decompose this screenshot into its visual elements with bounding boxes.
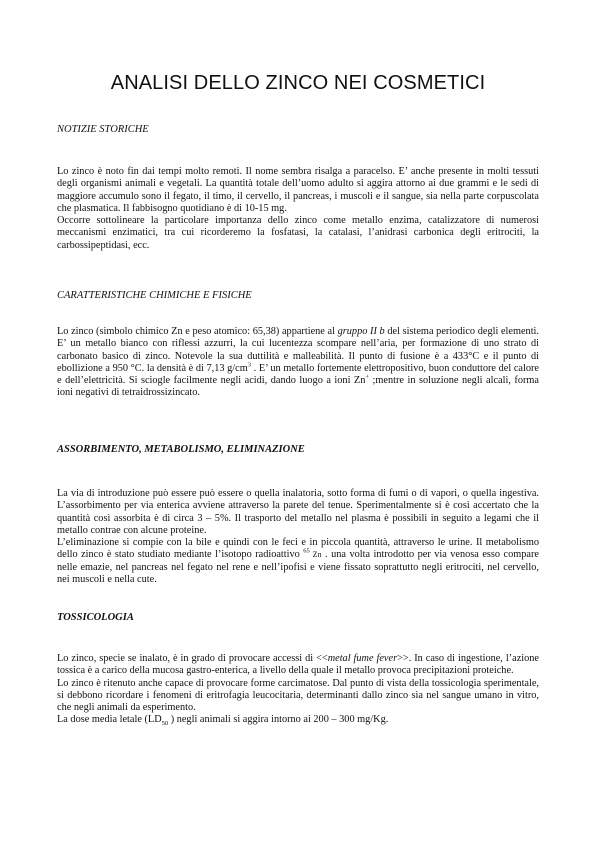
paragraph-tossicologia-1: Lo zinco, specie se inalato, è in grado di provocare accessi di <<metal fume fever>>. In caso di ingestione, l’azione tossica è a carico della mucosa gastro-enterica, a livello della quale il metallo provoca precipitazioni proteiche. Lo zinco è ritenuto anche capace di provocare forme carcimatose. Dal punto di vista della tossicologia sperimentale, si debbono ricordare i fenomeni di eritrofagia leucocitaria, determinanti dallo zinco sia nel sangue umano in vitro, che negli animali da esperimento. La dose media letale ($LD_{50}$ ) negli animali si aggira intorno ai 200 – 300 mg/Kg.	[57, 653, 539, 728]
gruppo-text: gruppo II b	[337, 326, 385, 337]
paragraph-caratteristiche: Lo zinco (simbolo chimico Zn e peso atomico: 65,38) appartiene al gruppo II b del sistema periodico degli elementi. E’ un metallo bianco con riflessi azzurri, la cui lucentezza scompare nell’aria, per formazione di uno strato di carbonato basico di zinco. Notevole la sua duttilità e malleabilità. Il punto di fusione è a 433°C e il punto di ebollizione a 950 °C. la densità è di 7,13 $g/cm^3$ . E’ un metallo fortemente elettropositivo, buon conduttore del calore e dell’elettricità. Si sciogle facilmente negli acidi, dando luogo a ioni Zn+ ;mentre in soluzione negli alcali, forma ioni negativi di tetraidrossizincato.	[57, 326, 539, 399]
heading-tossicologia: TOSSICOLOGIA	[57, 612, 134, 623]
heading-notizie-storiche: NOTIZIE STORICHE	[57, 124, 149, 135]
paragraph-storia-2: Occorre sottolineare la particolare importanza dello zinco come metallo enzima, catalizzatore di numerosi meccanismi enzimatici, tra cui ricorderemo la fosfatasi, la catalasi, l’anidrasi carbonica degli eritrociti, la carbossipeptidasi, ecc.	[57, 215, 539, 251]
paragraph-assorbimento-2: L’eliminazione si compie con la bile e quindi con le feci e in piccola quantità, attraverso le urine. Il metabolismo dello zinco è stato studiato mediante l’isotopo radioattivo $^{65}$ Zn . una volta introdotto per via venosa esso compare nelle emazie, nel pancreas nel fegato nel rene e nell’ipofisi e viene fissato soprattutto negli eritrociti, nel cervello, nei muscoli e nella cute.	[57, 537, 540, 586]
metal-fume-fever-text: metal fume fever	[327, 653, 398, 664]
paragraph-storia-1: Lo zinco è noto fin dai tempi molto remoti. Il nome sembra risalga a paracelso. E’ anche presente in molti tessuti degli organismi animali e vegetali. La quantità totale dell’uomo adulto si aggira attorno ai due grammi e le sedi di maggiore accumulo sono il fegato, il timo, il cervello, il pancreas, i muscoli e il sangue, sia nella parte corpuscolata che plasmatica. Il fabbisogno quotidiano è di 10-15 mg. Occorre sottolineare la particolare importanza dello zinco come metallo enzima, catalizzatore di numerosi meccanismi enzimatici, tra cui ricorderemo la fosfatasi, la catalasi, l’anidrasi carbonica degli eritrociti, la carbossipeptidasi, ecc.	[57, 166, 539, 251]
document-title: ANALISI DELLO ZINCO NEI COSMETICI	[110, 72, 486, 94]
heading-caratteristiche: CARATTERISTICHE CHIMICHE E FISICHE	[57, 290, 252, 301]
heading-assorbimento: ASSORBIMENTO, METABOLISMO, ELIMINAZIONE	[57, 444, 305, 455]
paragraph-tossicologia-3: La dose media letale ($LD_{50}$ ) negli animali si aggira intorno ai 200 – 300 mg/Kg.	[57, 714, 389, 728]
paragraph-tossicologia-2: Lo zinco è ritenuto anche capace di provocare forme carcimatose. Dal punto di vista della tossicologia sperimentale, si debbono ricordare i fenomeni di eritrofagia leucocitaria, determinanti dallo zinco sia nel sangue umano in vitro, che negli animali da esperimento.	[57, 677, 539, 714]
paragraph-assorbimento-1: La via di introduzione può essere può essere o quella inalatoria, sotto forma di fumi o di vapori, o quella ingestiva. L’assorbimento per via enterica avviene attraverso la parete del tenue. Sperimentalmente si è così accertato che la quantità così assorbita è di circa 3 – 5%. Il trasporto del metallo nel plasma è possibili in seguito a legami che il metallo contrae con alcune proteine. L’eliminazione si compie con la bile e quindi con le feci e in piccola quantità, attraverso le urine. Il metabolismo dello zinco è stato studiato mediante l’isotopo radioattivo $^{65}$ Zn . una volta introdotto per via venosa esso compare nelle emazie, nel pancreas nel fegato nel rene e nell’ipofisi e viene fissato soprattutto negli eritrociti, nel cervello, nei muscoli e nella cute.	[57, 488, 540, 586]
